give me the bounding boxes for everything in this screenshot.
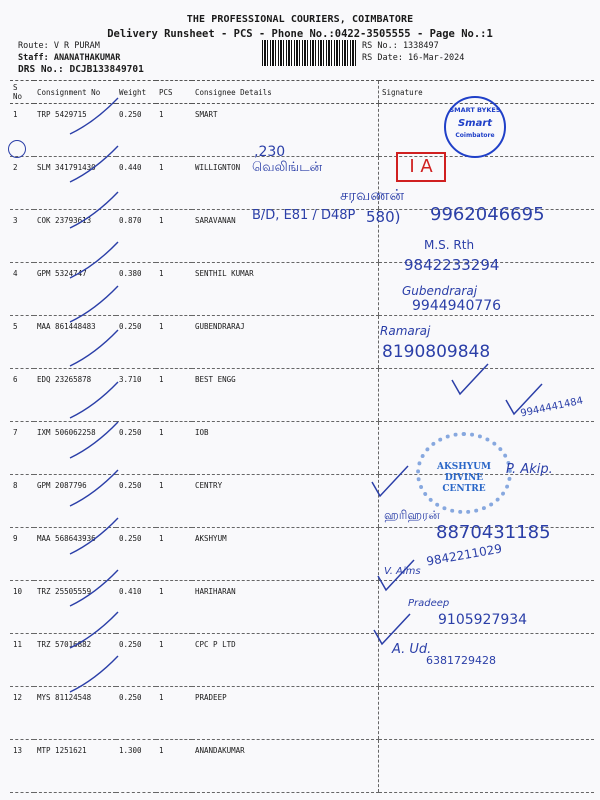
row-consignment-no: TRZ 25505559 bbox=[34, 581, 116, 634]
row-consignee: HARIHARAN bbox=[192, 581, 379, 634]
table-header-row bbox=[10, 81, 594, 104]
row-sno: 2 bbox=[10, 157, 34, 210]
table-body bbox=[10, 104, 594, 793]
col-sno: S No bbox=[10, 81, 34, 104]
hw-r3-num: 580) bbox=[366, 208, 401, 226]
row-pcs: 1 bbox=[156, 422, 192, 475]
hw-r12-phone: 9105927934 bbox=[438, 612, 528, 628]
row-sno: 7 bbox=[10, 422, 34, 475]
row-pcs: 1 bbox=[156, 740, 192, 793]
hw-r11-phone: 9842211029 bbox=[425, 541, 503, 569]
row-pcs: 1 bbox=[156, 316, 192, 369]
hw-r9-sign: P. Akip. bbox=[506, 462, 553, 477]
row-sno: 10 bbox=[10, 581, 34, 634]
table-row bbox=[10, 157, 594, 210]
row-signature bbox=[379, 369, 595, 422]
row-consignee: IOB bbox=[192, 422, 379, 475]
runsheet-table bbox=[10, 80, 594, 793]
row-sno: 13 bbox=[10, 740, 34, 793]
hw-r3-phone: 9962046695 bbox=[430, 204, 545, 225]
row-weight: 0.870 bbox=[116, 210, 156, 263]
row-pcs: 1 bbox=[156, 210, 192, 263]
hw-r12-sign: Pradeep bbox=[408, 598, 450, 609]
row-weight: 0.250 bbox=[116, 528, 156, 581]
row-consignee: SARAVANAN bbox=[192, 210, 379, 263]
col-weight: Weight bbox=[116, 81, 156, 104]
row-pcs: 1 bbox=[156, 369, 192, 422]
hw-r2-note: ,230 bbox=[254, 144, 286, 160]
drs-number: DRS No.: DCJB133849701 bbox=[18, 64, 144, 75]
hw-r5-phone: 9944940776 bbox=[412, 298, 502, 314]
row-sno: 4 bbox=[10, 263, 34, 316]
col-pcs: PCS bbox=[156, 81, 192, 104]
row-consignee: GUBENDRARAJ bbox=[192, 316, 379, 369]
row-signature bbox=[379, 316, 595, 369]
row-weight: 1.300 bbox=[116, 740, 156, 793]
row-weight: 3.710 bbox=[116, 369, 156, 422]
row-weight: 0.250 bbox=[116, 104, 156, 157]
route-staff-block bbox=[18, 40, 144, 76]
row-consignment-no: GPM 2087796 bbox=[34, 475, 116, 528]
row-consignee: AKSHYUM bbox=[192, 528, 379, 581]
hw-r3-tamil: சரவணன் bbox=[340, 186, 405, 204]
row-pcs: 1 bbox=[156, 687, 192, 740]
row-signature bbox=[379, 528, 595, 581]
rs-block bbox=[362, 40, 464, 64]
row-consignment-no: EDQ 23265878 bbox=[34, 369, 116, 422]
runsheet-subtitle: Delivery Runsheet - PCS - Phone No.:0422-3505555 - Page No.:1 bbox=[107, 28, 493, 40]
row-pcs: 1 bbox=[156, 475, 192, 528]
hw-r8-phone: 9944441484 bbox=[519, 395, 585, 420]
row-consignment-no: COK 23793613 bbox=[34, 210, 116, 263]
row-signature bbox=[379, 740, 595, 793]
row-signature bbox=[379, 263, 595, 316]
table-row bbox=[10, 263, 594, 316]
row-consignee: PRADEEP bbox=[192, 687, 379, 740]
smart-bykes-stamp: SMART BYKES Smart Coimbatore bbox=[444, 96, 506, 158]
row-sno: 9 bbox=[10, 528, 34, 581]
row-weight: 0.410 bbox=[116, 581, 156, 634]
hw-r5-name: Gubendraraj bbox=[402, 284, 478, 298]
row-consignee: WILLIGNTON bbox=[192, 157, 379, 210]
row-signature bbox=[379, 210, 595, 263]
hw-r2-tamil: வெலிங்டன் bbox=[252, 160, 323, 175]
route-label: Route: V R PURAM bbox=[18, 41, 100, 51]
table-row bbox=[10, 369, 594, 422]
row-consignment-no: GPM 5324747 bbox=[34, 263, 116, 316]
rs-number: RS No.: 1338497 bbox=[362, 41, 439, 51]
row-weight: 0.250 bbox=[116, 316, 156, 369]
row-consignment-no: MAA 861448483 bbox=[34, 316, 116, 369]
row-signature bbox=[379, 687, 595, 740]
row-signature bbox=[379, 581, 595, 634]
row-sno: 1 bbox=[10, 104, 34, 157]
hw-r13-sign: A. Ud. bbox=[392, 642, 432, 657]
row-pcs: 1 bbox=[156, 634, 192, 687]
col-consignee: Consignee Details bbox=[192, 81, 379, 104]
row-sno: 6 bbox=[10, 369, 34, 422]
row-weight: 0.440 bbox=[116, 157, 156, 210]
row-pcs: 1 bbox=[156, 263, 192, 316]
company-title: THE PROFESSIONAL COURIERS, COIMBATORE bbox=[186, 14, 414, 25]
hw-r10-sign: ஹரிஹரன் bbox=[384, 508, 440, 522]
row-consignment-no: IXM 506062258 bbox=[34, 422, 116, 475]
row-sno: 3 bbox=[10, 210, 34, 263]
rs-date: RS Date: 16-Mar-2024 bbox=[362, 53, 465, 63]
row-consignment-no: MAA 568643936 bbox=[34, 528, 116, 581]
row-weight: 0.250 bbox=[116, 422, 156, 475]
table-row bbox=[10, 687, 594, 740]
table-row bbox=[10, 740, 594, 793]
row-pcs: 1 bbox=[156, 157, 192, 210]
row-sno: 5 bbox=[10, 316, 34, 369]
hw-r4-phone: 9842233294 bbox=[404, 256, 500, 274]
col-signature: Signature bbox=[379, 81, 595, 104]
table-row bbox=[10, 634, 594, 687]
row-weight: 0.250 bbox=[116, 687, 156, 740]
ia-stamp: I A bbox=[396, 152, 446, 182]
row-consignee: SMART bbox=[192, 104, 379, 157]
hw-r13-phone: 6381729428 bbox=[426, 654, 496, 667]
row-weight: 0.250 bbox=[116, 634, 156, 687]
row-consignment-no: SLM 341791430 bbox=[34, 157, 116, 210]
hw-r6-name: Ramaraj bbox=[380, 324, 431, 338]
hw-r11-sign: V. Aims bbox=[384, 566, 421, 577]
table-row bbox=[10, 210, 594, 263]
row-consignment-no: MTP 1251621 bbox=[34, 740, 116, 793]
row-signature bbox=[379, 634, 595, 687]
row-consignee: BEST ENGG bbox=[192, 369, 379, 422]
row-sno: 11 bbox=[10, 634, 34, 687]
barcode bbox=[262, 40, 356, 66]
row-2-circle-mark bbox=[8, 140, 26, 158]
table-row bbox=[10, 581, 594, 634]
row-pcs: 1 bbox=[156, 528, 192, 581]
col-consignment: Consignment No bbox=[34, 81, 116, 104]
akshyum-stamp: AKSHYUM DIVINE CENTRE bbox=[416, 432, 512, 514]
hw-r3-addr: B/D, E81 / D48P bbox=[252, 208, 356, 223]
row-weight: 0.380 bbox=[116, 263, 156, 316]
table-row bbox=[10, 316, 594, 369]
row-sno: 8 bbox=[10, 475, 34, 528]
hw-r6-phone: 8190809848 bbox=[382, 342, 491, 362]
staff-label: Staff: ANANATHAKUMAR bbox=[18, 53, 121, 63]
row-consignment-no: MYS 81124548 bbox=[34, 687, 116, 740]
row-consignee: CENTRY bbox=[192, 475, 379, 528]
row-consignment-no: TRP 5429715 bbox=[34, 104, 116, 157]
row-sno: 12 bbox=[10, 687, 34, 740]
row-pcs: 1 bbox=[156, 581, 192, 634]
row-consignee: ANANDAKUMAR bbox=[192, 740, 379, 793]
hw-r10-phone: 8870431185 bbox=[436, 522, 551, 543]
row-consignment-no: TRZ 57016882 bbox=[34, 634, 116, 687]
row-consignee: SENTHIL KUMAR bbox=[192, 263, 379, 316]
table-row bbox=[10, 528, 594, 581]
row-pcs: 1 bbox=[156, 104, 192, 157]
row-weight: 0.250 bbox=[116, 475, 156, 528]
row-consignee: CPC P LTD bbox=[192, 634, 379, 687]
table-row bbox=[10, 104, 594, 157]
hw-r4-name: M.S. Rth bbox=[424, 238, 475, 252]
